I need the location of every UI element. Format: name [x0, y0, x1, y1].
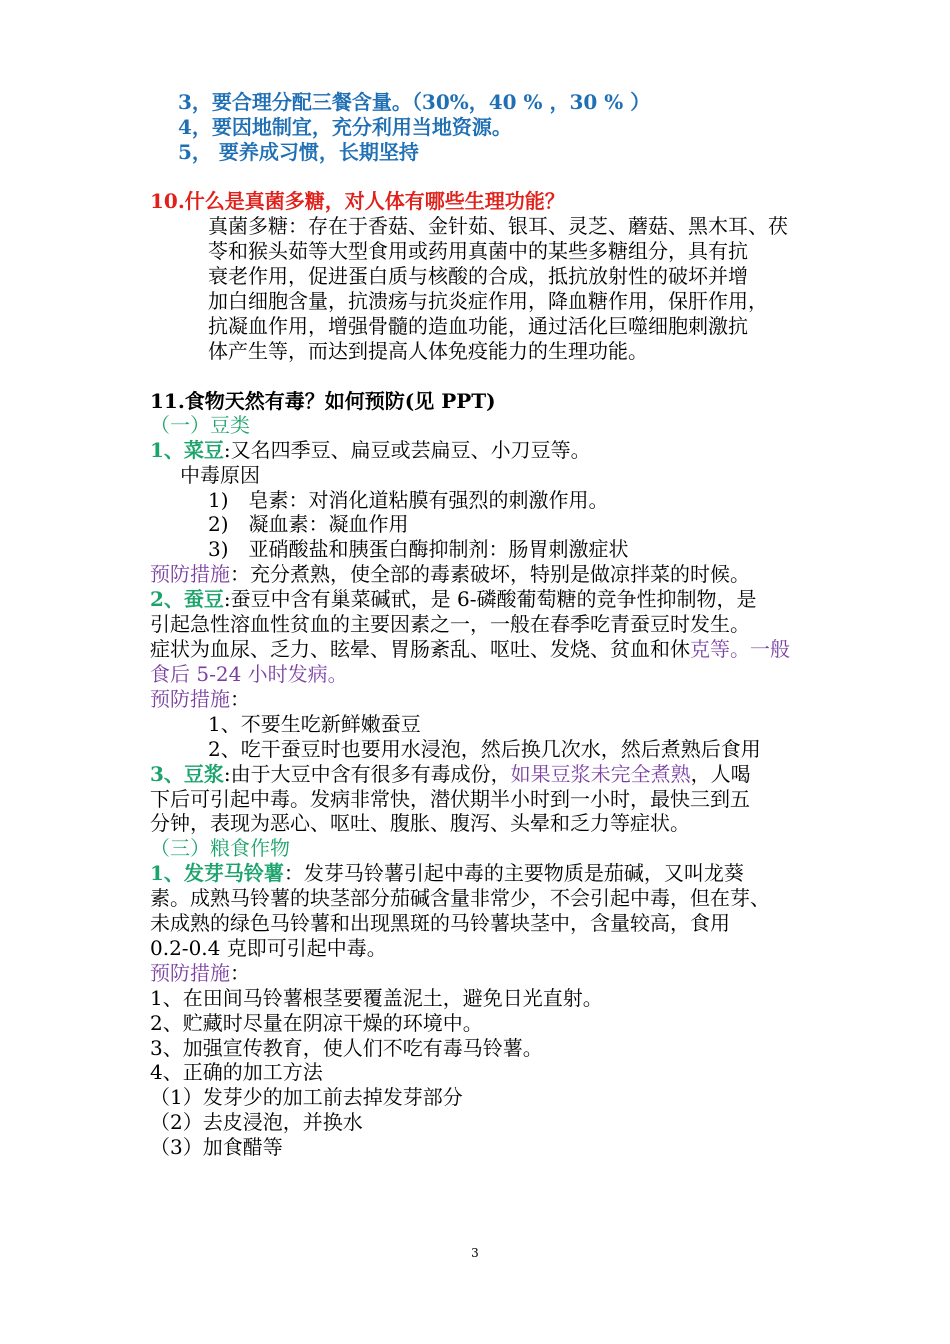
q10-answer-line: 抗凝血作用，增强骨髓的造血功能，通过活化巨噬细胞刺激抗 [208, 314, 748, 338]
candou-line [150, 587, 757, 612]
prevention-item: 4、正确的加工方法 [150, 1060, 323, 1084]
prevention-item: 1、在田间马铃薯根茎要覆盖泥土，避免日光直射。 [150, 986, 603, 1010]
section-grains-heading: （三）粮食作物 [150, 836, 290, 860]
diet-item-4: 4，要因地制宜，充分利用当地资源。 [178, 115, 512, 139]
prevention-label: 预防措施 [150, 562, 230, 586]
processing-item: （1）发芽少的加工前去掉发芽部分 [150, 1085, 463, 1109]
prevention-label: 预防措施 [150, 687, 230, 711]
potato-label: 1、发芽马铃薯 [150, 861, 284, 885]
q10-answer-line: 苓和猴头茹等大型食用或药用真菌中的某些多糖组分，具有抗 [208, 239, 748, 263]
prevention-item: 2、吃干蚕豆时也要用水浸泡，然后换几次水，然后煮熟后食用 [208, 737, 761, 761]
section-beans-heading: （一）豆类 [150, 413, 250, 437]
doujiang-text-end: ，人喝 [690, 762, 751, 786]
doujiang-line [150, 762, 751, 787]
doujiang-highlight: 如果豆浆未完全煮熟 [510, 762, 691, 786]
potato-line [150, 861, 744, 886]
candou-line [150, 637, 790, 662]
candou-text: :蚕豆中含有巢菜碱甙，是 6-磷酸葡萄糖的竞争性抑制物，是 [223, 587, 757, 611]
doujiang-line: 分钟，表现为恶心、呕吐、腹胀、腹泻、头晕和乏力等症状。 [150, 811, 690, 835]
potato-prevention [150, 961, 250, 986]
cause-item: 1) 皂素：对消化道粘膜有强烈的刺激作用。 [208, 488, 609, 512]
potato-line: 素。成熟马铃薯的块茎部分茄碱含量非常少，不会引起中毒，但在芽、 [150, 886, 770, 910]
potato-line: 未成熟的绿色马铃薯和出现黑斑的马铃薯块茎中，含量较高，食用 [150, 911, 730, 935]
q10-answer-line: 加白细胞含量，抗溃疡与抗炎症作用，降血糖作用，保肝作用， [208, 289, 768, 313]
caidou-line [150, 438, 591, 463]
diet-item-5: 5， 要养成习惯，长期坚持 [178, 140, 419, 164]
candou-onset: 食后 5-24 小时发病。 [150, 662, 348, 686]
doujiang-text: :由于大豆中含有很多有毒成份， [223, 762, 511, 786]
question-10-title: 10.什么是真菌多糖，对人体有哪些生理功能？ [150, 189, 565, 213]
q10-answer-line: 体产生等，而达到提高人体免疫能力的生理功能。 [208, 339, 648, 363]
prevention-text: ：充分煮熟，使全部的毒素破坏，特别是做凉拌菜的时候。 [230, 562, 750, 586]
doujiang-line: 下后可引起中毒。发病非常快，潜伏期半小时到一小时，最快三到五 [150, 787, 750, 811]
page-number: 3 [471, 1246, 479, 1260]
cause-item: 2) 凝血素：凝血作用 [208, 512, 409, 536]
q10-answer-line: 真菌多糖：存在于香菇、金针茹、银耳、灵芝、蘑菇、黑木耳、茯 [208, 214, 788, 238]
cause-item: 3) 亚硝酸盐和胰蛋白酶抑制剂：肠胃刺激症状 [208, 537, 629, 561]
prevention-colon: ： [230, 961, 250, 985]
q10-answer-line: 衰老作用，促进蛋白质与核酸的合成，抵抗放射性的破坏并增 [208, 264, 748, 288]
candou-label: 2、蚕豆 [150, 587, 224, 611]
caidou-text: :又名四季豆、扁豆或芸扁豆、小刀豆等。 [223, 438, 591, 462]
prevention-colon: ： [230, 687, 250, 711]
candou-symptoms: 症状为血尿、乏力、眩晕、胃肠紊乱、呕吐、发烧、贫血和休 [150, 637, 690, 661]
diet-item-3: 3，要合理分配三餐含量。（30%，40 % ，30 % ） [178, 90, 651, 114]
question-11-title: 11.食物天然有毒？如何预防(见 PPT) [150, 389, 496, 413]
candou-prevention [150, 687, 250, 712]
caidou-prevention [150, 562, 750, 587]
prevention-label: 预防措施 [150, 961, 230, 985]
potato-line: 0.2-0.4 克即可引起中毒。 [150, 936, 387, 960]
doujiang-label: 3、豆浆 [150, 762, 224, 786]
candou-symptoms-highlight: 克等。一般 [690, 637, 790, 661]
processing-item: （3）加食醋等 [150, 1135, 283, 1159]
prevention-item: 3、加强宣传教育，使人们不吃有毒马铃薯。 [150, 1036, 543, 1060]
caidou-label: 1、菜豆 [150, 438, 224, 462]
prevention-item: 1、不要生吃新鲜嫩蚕豆 [208, 712, 421, 736]
prevention-item: 2、贮藏时尽量在阴凉干燥的环境中。 [150, 1011, 483, 1035]
candou-line: 引起急性溶血性贫血的主要因素之一，一般在春季吃青蚕豆时发生。 [150, 612, 750, 636]
potato-text: ：发芽马铃薯引起中毒的主要物质是茄碱，又叫龙葵 [283, 861, 744, 885]
processing-item: （2）去皮浸泡，并换水 [150, 1110, 363, 1134]
cause-title: 中毒原因 [180, 463, 260, 487]
